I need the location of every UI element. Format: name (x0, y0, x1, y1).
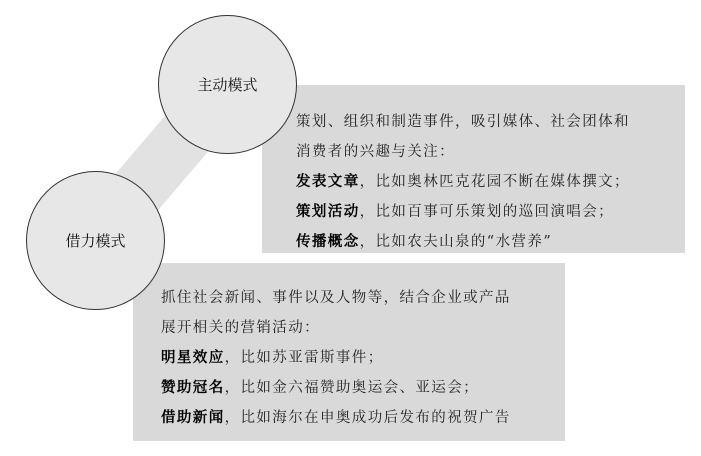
borrow-mode-title: 借力模式 (65, 232, 126, 250)
active-item-1-keyword: 发表文章 (296, 173, 360, 190)
borrow-item-1-keyword: 明星效应 (161, 349, 225, 366)
active-item-2-text: ，比如百事可乐策划的巡回演唱会； (359, 204, 615, 220)
borrow-item-3-text: ，比如海尔在申奥成功后发布的祝贺广告 (224, 410, 511, 426)
active-item-2-keyword: 策划活动 (296, 203, 360, 220)
active-item-3 (296, 227, 685, 257)
active-mode-description (262, 85, 685, 253)
borrow-mode-description (133, 263, 565, 441)
borrow-intro-line-1: 抓住社会新闻、事件以及人物等，结合企业或产品 (161, 290, 511, 306)
active-mode-title: 主动模式 (197, 76, 258, 94)
borrow-item-2 (161, 373, 565, 403)
active-item-3-keyword: 传播概念 (296, 233, 360, 250)
active-item-3-text: ，比如农夫山泉的“水营养” (359, 234, 553, 250)
borrow-intro-line-2: 展开相关的营销活动： (161, 320, 320, 336)
borrow-item-3-keyword: 借助新闻 (161, 409, 225, 426)
borrow-item-1-text: ，比如苏亚雷斯事件； (224, 350, 384, 366)
active-item-2 (296, 197, 685, 227)
active-mode-node (158, 15, 297, 154)
active-intro-line-2: 消费者的兴趣与关注： (296, 144, 455, 160)
borrow-item-2-text: ，比如金六福赞助奥运会、亚运会； (224, 380, 480, 396)
active-intro-line-1: 策划、组织和制造事件，吸引媒体、社会团体和 (296, 114, 630, 130)
borrow-item-3 (161, 403, 565, 433)
borrow-item-1 (161, 343, 565, 373)
borrow-item-2-keyword: 赞助冠名 (161, 379, 225, 396)
borrow-mode-node (26, 171, 165, 310)
active-item-1-text: ，比如奥林匹克花园不断在媒体撰文； (359, 174, 630, 190)
active-item-1 (296, 167, 685, 197)
